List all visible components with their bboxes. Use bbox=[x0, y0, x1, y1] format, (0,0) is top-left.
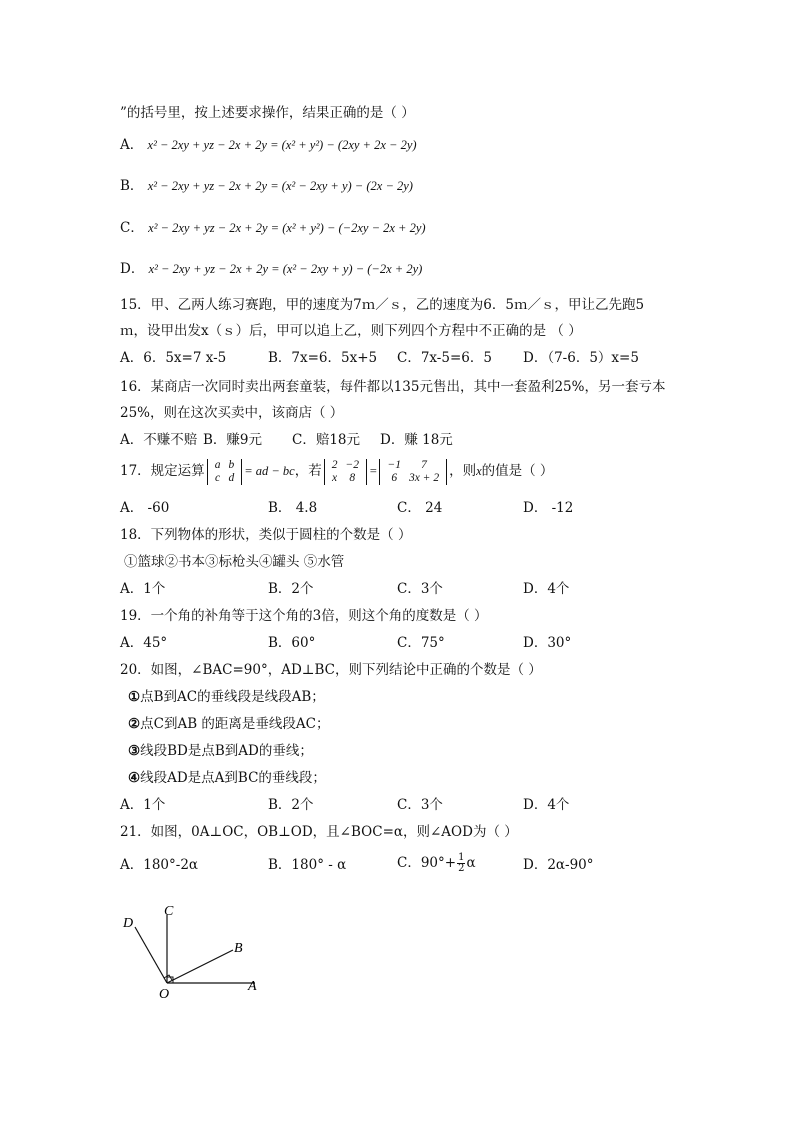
q15-option-a: A．6．5x=7 x-5 bbox=[120, 350, 227, 366]
q16-option-a: A．不赚不赔 bbox=[120, 432, 198, 448]
option-label: C． bbox=[120, 220, 144, 236]
determinant-left bbox=[324, 459, 367, 485]
q17-option-c: C． 24 bbox=[397, 500, 443, 516]
q15-option-b: B．7x=6．5x+5 bbox=[268, 350, 378, 366]
q20-option-c: C．3个 bbox=[397, 797, 443, 813]
option-c-suffix: α bbox=[466, 855, 476, 871]
det-cell: 3x + 2 bbox=[408, 471, 440, 484]
q17-suffix-pre: ，则 bbox=[449, 463, 477, 479]
det-cell: −2 bbox=[345, 458, 359, 471]
q15-stem-line1: 15．甲、乙两人练习赛跑，甲的速度为7ｍ／ｓ，乙的速度为6．5ｍ／ｓ，甲让乙先跑5 bbox=[120, 297, 645, 313]
q16-option-d: D．赚 18元 bbox=[380, 432, 453, 448]
q15-option-c: C．7x-5=6．5 bbox=[397, 350, 492, 366]
q19-option-a: A．45° bbox=[120, 635, 168, 651]
q16-option-c: C．赔18元 bbox=[292, 432, 361, 448]
q20-option-b: B．2个 bbox=[268, 797, 314, 813]
option-expression: x² − 2xy + yz − 2x + 2y = (x² − 2xy + y) − (2x − 2y) bbox=[147, 179, 413, 193]
det-cell: b bbox=[228, 458, 235, 471]
q20-statement-2 bbox=[128, 715, 329, 733]
q18-stem-line2: ①篮球②书本③标枪头④罐头 ⑤水管 bbox=[124, 554, 345, 570]
q19-stem: 19．一个角的补角等于这个角的3倍，则这个角的度数是（ ） bbox=[120, 608, 488, 624]
ray-ob bbox=[167, 950, 233, 983]
intro-line: ”的括号里，按上述要求操作，结果正确的是（ ） bbox=[120, 105, 415, 121]
angle-figure bbox=[115, 895, 275, 1005]
label-d: D bbox=[123, 916, 134, 931]
q14-option-d bbox=[120, 260, 422, 278]
statement-number: ① bbox=[128, 689, 141, 705]
det-cell: 2 bbox=[331, 458, 338, 471]
q14-option-b bbox=[120, 177, 413, 195]
q17-stem bbox=[120, 456, 553, 486]
option-label: A． bbox=[120, 137, 144, 153]
q18-option-a: A．1个 bbox=[120, 581, 166, 597]
statement-number: ② bbox=[128, 716, 141, 732]
q15-option-d: D．（7-6．5）x=5 bbox=[523, 350, 639, 366]
q17-prefix: 17．规定运算 bbox=[120, 463, 205, 479]
q20-stem: 20．如图，∠BAC=90°，AD⊥BC，则下列结论中正确的个数是（ ） bbox=[120, 662, 542, 678]
det-cell: x bbox=[332, 471, 338, 484]
q17-option-b: B． 4.8 bbox=[268, 500, 318, 516]
option-expression: x² − 2xy + yz − 2x + 2y = (x² + y²) − (−2xy − 2x + 2y) bbox=[148, 221, 426, 235]
label-b: B bbox=[234, 941, 243, 956]
det-cell: a bbox=[214, 458, 221, 471]
q17-option-a: A． -60 bbox=[120, 500, 170, 516]
q21-option-b: B．180° - α bbox=[268, 857, 347, 873]
determinant-definition bbox=[207, 459, 243, 485]
determinant-formula: = ad − bc bbox=[244, 464, 295, 478]
q17-option-d: D． -12 bbox=[523, 500, 574, 516]
q20-statement-3 bbox=[128, 742, 313, 760]
option-label: D． bbox=[120, 261, 145, 277]
q17-connector: ，若 bbox=[294, 463, 322, 479]
fraction-one-half bbox=[457, 853, 465, 874]
q16-stem-line2: 25%，则在这次买卖中，该商店（ ） bbox=[120, 405, 344, 421]
q18-option-b: B．2个 bbox=[268, 581, 314, 597]
label-a: A bbox=[248, 979, 257, 994]
fraction-numerator: 1 bbox=[458, 852, 465, 863]
statement-text: 点B到AC的垂线段是线段AB； bbox=[140, 689, 325, 705]
equals-sign: = bbox=[369, 464, 378, 478]
det-cell: c bbox=[215, 471, 221, 484]
ray-od bbox=[135, 927, 167, 983]
statement-text: 点C到AB 的距离是垂线段AC； bbox=[140, 716, 330, 732]
q17-suffix: 的值是（ ） bbox=[481, 463, 554, 479]
statement-number: ③ bbox=[128, 743, 141, 759]
q18-option-d: D．4个 bbox=[523, 581, 570, 597]
q21-stem: 21．如图，0A⊥OC，OB⊥OD，且∠BOC=α，则∠AOD为（ ） bbox=[120, 824, 518, 840]
q18-option-c: C．3个 bbox=[397, 581, 443, 597]
q20-statement-4 bbox=[128, 769, 326, 787]
q19-option-c: C．75° bbox=[397, 635, 445, 651]
det-cell: 7 bbox=[421, 458, 427, 471]
q18-stem-line1: 18．下列物体的形状，类似于圆柱的个数是（ ） bbox=[120, 527, 412, 543]
det-cell: 6 bbox=[391, 471, 398, 484]
fraction-denominator: 2 bbox=[458, 863, 465, 874]
option-expression: x² − 2xy + yz − 2x + 2y = (x² + y²) − (2xy + 2x − 2y) bbox=[147, 138, 417, 152]
label-c: C bbox=[164, 904, 174, 919]
q21-option-c bbox=[397, 848, 476, 878]
option-expression: x² − 2xy + yz − 2x + 2y = (x² − 2xy + y) − (−2x + 2y) bbox=[148, 262, 423, 276]
option-c-prefix: C．90°+ bbox=[397, 855, 457, 871]
det-cell: d bbox=[228, 471, 235, 484]
statement-text: 线段AD是点A到BC的垂线段； bbox=[140, 770, 326, 786]
q21-option-d: D．2α-90° bbox=[523, 857, 594, 873]
q20-option-d: D．4个 bbox=[523, 797, 570, 813]
det-cell: −1 bbox=[387, 458, 401, 471]
determinant-right bbox=[379, 459, 447, 485]
q21-option-a: A．180°-2α bbox=[120, 857, 199, 873]
statement-text: 线段BD是点B到AD的垂线； bbox=[140, 743, 313, 759]
q16-option-b: B．赚9元 bbox=[203, 432, 263, 448]
q17-variable: x bbox=[476, 464, 482, 478]
q14-option-c bbox=[120, 219, 426, 237]
q16-stem-line1: 16．某商店一次同时卖出两套童装，每件都以135元售出，其中一套盈利25%，另一套亏本 bbox=[120, 379, 666, 395]
label-o: O bbox=[159, 987, 170, 1002]
q20-statement-1 bbox=[128, 688, 325, 706]
q14-option-a bbox=[120, 136, 417, 154]
q19-option-b: B．60° bbox=[268, 635, 316, 651]
q20-option-a: A．1个 bbox=[120, 797, 166, 813]
option-label: B． bbox=[120, 178, 144, 194]
q15-stem-line2: ｍ，设甲出发x（ｓ）后，甲可以追上乙，则下列四个方程中不正确的是 （ ） bbox=[120, 323, 582, 339]
det-cell: 8 bbox=[349, 471, 356, 484]
statement-number: ④ bbox=[128, 770, 141, 786]
q19-option-d: D．30° bbox=[523, 635, 572, 651]
